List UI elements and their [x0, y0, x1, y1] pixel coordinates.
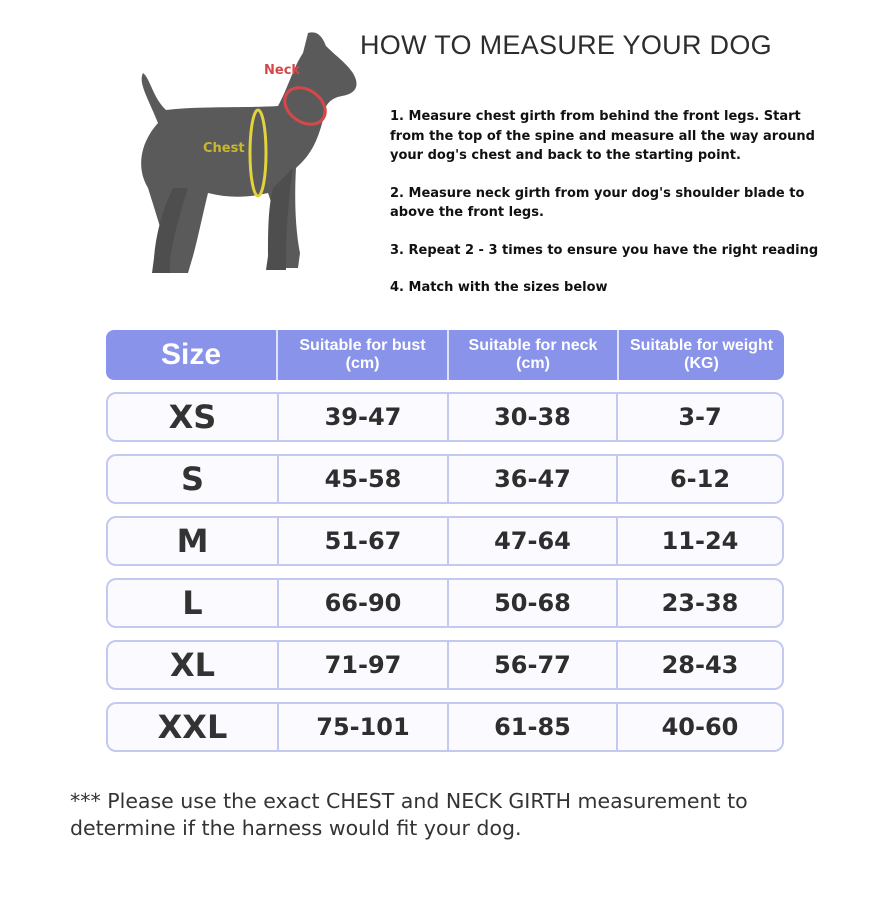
- neck-cell: 36-47: [447, 456, 616, 502]
- table-row: [106, 640, 784, 690]
- chest-label: Chest: [203, 141, 245, 156]
- table-row: [106, 702, 784, 752]
- header-weight: Suitable for weight (KG): [617, 330, 784, 380]
- instruction-steps: [390, 107, 830, 298]
- weight-cell: 28-43: [616, 642, 782, 688]
- size-cell: L: [182, 584, 203, 622]
- weight-cell: 3-7: [616, 394, 782, 440]
- step-2: 2. Measure neck girth from your dog's shoulder blade to above the front legs.: [390, 185, 805, 220]
- size-table-header: [106, 330, 784, 380]
- weight-cell: 23-38: [616, 580, 782, 626]
- weight-cell: 40-60: [616, 704, 782, 750]
- table-row: [106, 392, 784, 442]
- weight-cell: 11-24: [616, 518, 782, 564]
- neck-label: Neck: [264, 63, 301, 78]
- bust-cell: 39-47: [277, 394, 447, 440]
- neck-cell: 50-68: [447, 580, 616, 626]
- step-1: 1. Measure chest girth from behind the front legs. Start from the top of the spine and measure all the way around your dog's chest and back to the starting point.: [390, 109, 815, 163]
- neck-cell: 56-77: [447, 642, 616, 688]
- size-cell: XXL: [157, 708, 228, 746]
- header-neck: Suitable for neck (cm): [447, 330, 617, 380]
- header-size: Size: [160, 338, 222, 371]
- size-cell: XS: [168, 398, 217, 436]
- dog-silhouette-illustration: [118, 28, 378, 288]
- size-cell: M: [176, 522, 209, 560]
- neck-cell: 47-64: [447, 518, 616, 564]
- header-bust: Suitable for bust (cm): [276, 330, 447, 380]
- step-3: 3. Repeat 2 - 3 times to ensure you have the right reading: [390, 242, 819, 258]
- bust-cell: 66-90: [277, 580, 447, 626]
- bust-cell: 71-97: [277, 642, 447, 688]
- fit-note: *** Please use the exact CHEST and NECK GIRTH measurement to determine if the harness would fit your dog.: [70, 789, 748, 840]
- page-title: HOW TO MEASURE YOUR DOG: [360, 30, 772, 60]
- size-cell: XL: [169, 646, 216, 684]
- table-row: [106, 516, 784, 566]
- step-4: 4. Match with the sizes below: [390, 280, 608, 295]
- neck-cell: 61-85: [447, 704, 616, 750]
- neck-cell: 30-38: [447, 394, 616, 440]
- bust-cell: 45-58: [277, 456, 447, 502]
- bust-cell: 51-67: [277, 518, 447, 564]
- table-row: [106, 578, 784, 628]
- size-cell: S: [180, 460, 205, 498]
- bust-cell: 75-101: [277, 704, 447, 750]
- table-row: [106, 454, 784, 504]
- weight-cell: 6-12: [616, 456, 782, 502]
